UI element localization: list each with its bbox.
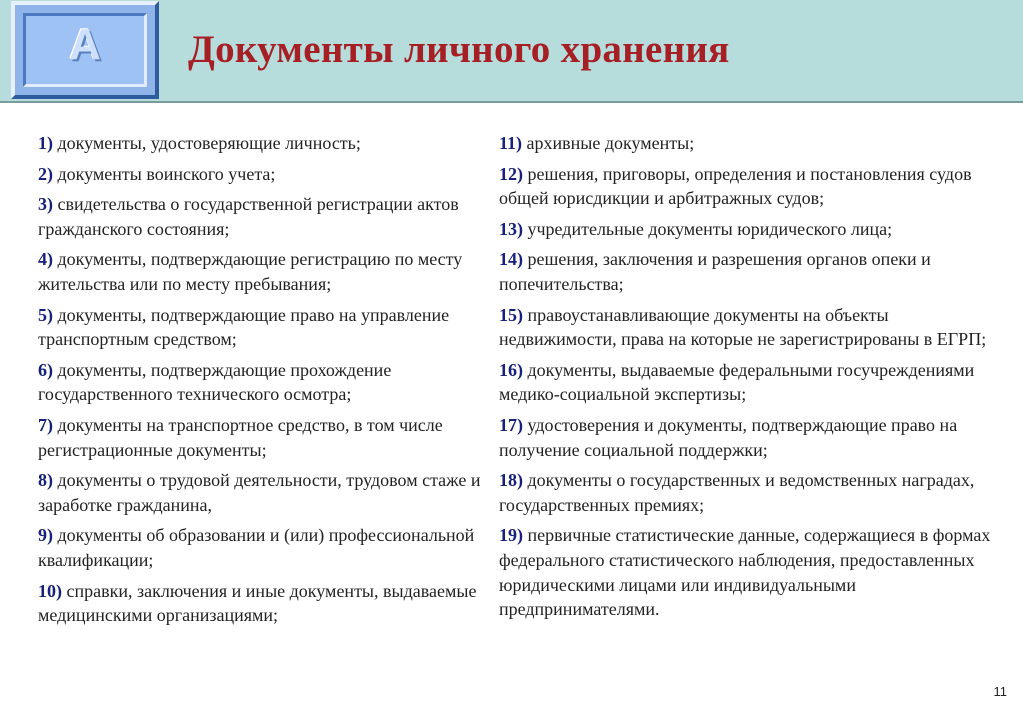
item-text: справки, заключения и иные документы, выдаваемые медицинскими организациями; xyxy=(38,580,477,626)
item-text: документы, выдаваемые федеральными госучреждениями медико-социальной экспертизы; xyxy=(499,359,975,405)
list-item: 12) решения, приговоры, определения и постановления судов общей юрисдикции и арбитражных судов; xyxy=(499,163,972,209)
right-column xyxy=(499,131,999,628)
list-item: 14) решения, заключения и разрешения органов опеки и попечительства; xyxy=(499,249,931,294)
item-text: первичные статистические данные, содержащиеся в формах федерального статистического наблюдения, предоставленных юридическими лицами или индивидуальными предпринимателями. xyxy=(499,525,991,620)
item-number: 16 xyxy=(499,359,517,380)
item-text: документы на транспортное средство, в том числе регистрационные документы; xyxy=(38,414,443,460)
letter-badge-inner xyxy=(23,13,147,87)
item-text: документы о государственных и ведомственных наградах, государственных премиях; xyxy=(499,470,975,515)
list-item: 10) справки, заключения и иные документы, выдаваемые медицинскими организациями; xyxy=(38,580,477,626)
item-text: правоустанавливающие документы на объекты недвижимости, права на которые не зарегистрированы в ЕГРП; xyxy=(499,304,987,350)
item-number: 9 xyxy=(38,525,47,546)
list-item: 19) первичные статистические данные, содержащиеся в формах федерального статистического наблюдения, предоставленных юридическими лицами или индивидуальными предпринимателями. xyxy=(499,525,991,620)
list-item: 18) документы о государственных и ведомственных наградах, государственных премиях; xyxy=(499,470,975,515)
item-text: документы воинского учета; xyxy=(57,163,276,184)
item-number: 5 xyxy=(38,304,47,325)
item-number: 4 xyxy=(38,249,47,270)
list-item: 6) документы, подтверждающие прохождение государственного технического осмотра; xyxy=(38,359,392,405)
left-column xyxy=(38,131,488,634)
list-item: 13) учредительные документы юридического лица; xyxy=(499,218,893,239)
title-banner xyxy=(0,0,1023,103)
item-text: документы о трудовой деятельности, трудовом стаже и заработке гражданина, xyxy=(38,470,481,515)
list-item: 8) документы о трудовой деятельности, трудовом стаже и заработке гражданина, xyxy=(38,470,481,515)
item-number: 15 xyxy=(499,304,517,325)
item-text: документы, удостоверяющие личность; xyxy=(57,133,361,153)
list-item: 2) документы воинского учета; xyxy=(38,163,276,184)
page-title: Документы личного хранения xyxy=(188,28,730,71)
page-number: 11 xyxy=(993,684,1007,699)
list-item: 3) свидетельства о государственной регистрации актов гражданского состояния; xyxy=(38,194,459,239)
item-number: 17 xyxy=(499,414,517,435)
letter-badge xyxy=(11,1,159,99)
item-number: 10 xyxy=(38,580,56,601)
item-text: свидетельства о государственной регистрации актов гражданского состояния; xyxy=(38,194,459,239)
item-text: архивные документы; xyxy=(526,133,695,153)
list-item: 15) правоустанавливающие документы на объекты недвижимости, права на которые не зарегистрированы в ЕГРП; xyxy=(499,304,987,350)
item-number: 12 xyxy=(499,163,517,184)
item-number: 13 xyxy=(499,218,517,239)
item-number: 14 xyxy=(499,249,517,270)
item-number: 8 xyxy=(38,470,47,491)
item-number: 18 xyxy=(499,470,517,491)
item-number: 2 xyxy=(38,163,47,184)
list-item: 5) документы, подтверждающие право на управление транспортным средством; xyxy=(38,304,450,350)
item-text: удостоверения и документы, подтверждающие право на получение социальной поддержки; xyxy=(499,414,958,460)
item-number: 6 xyxy=(38,359,47,380)
item-number: 3 xyxy=(38,194,47,215)
item-text: документы, подтверждающие регистрацию по месту жительства или по месту пребывания; xyxy=(38,249,463,294)
item-number: 7 xyxy=(38,414,47,435)
list-item: 1) документы, удостоверяющие личность; xyxy=(38,133,361,153)
list-item: 7) документы на транспортное средство, в том числе регистрационные документы; xyxy=(38,414,443,460)
badge-letter: А xyxy=(69,20,101,69)
item-text: документы, подтверждающие прохождение государственного технического осмотра; xyxy=(38,359,392,405)
list-item: 11) архивные документы; xyxy=(499,133,695,153)
list-item: 17) удостоверения и документы, подтверждающие право на получение социальной поддержки; xyxy=(499,414,958,460)
list-item: 16) документы, выдаваемые федеральными госучреждениями медико-социальной экспертизы; xyxy=(499,359,975,405)
item-text: учредительные документы юридического лица; xyxy=(527,218,893,239)
item-text: документы, подтверждающие право на управление транспортным средством; xyxy=(38,304,450,350)
item-text: решения, приговоры, определения и постановления судов общей юрисдикции и арбитражных судов; xyxy=(499,163,972,209)
item-number: 19 xyxy=(499,525,517,546)
item-text: решения, заключения и разрешения органов опеки и попечительства; xyxy=(499,249,931,294)
list-item: 9) документы об образовании и (или) профессиональной квалификации; xyxy=(38,525,475,570)
item-number: 11 xyxy=(499,133,517,153)
item-text: документы об образовании и (или) профессиональной квалификации; xyxy=(38,525,475,570)
list-item: 4) документы, подтверждающие регистрацию по месту жительства или по месту пребывания; xyxy=(38,249,463,294)
item-number: 1 xyxy=(38,133,47,153)
